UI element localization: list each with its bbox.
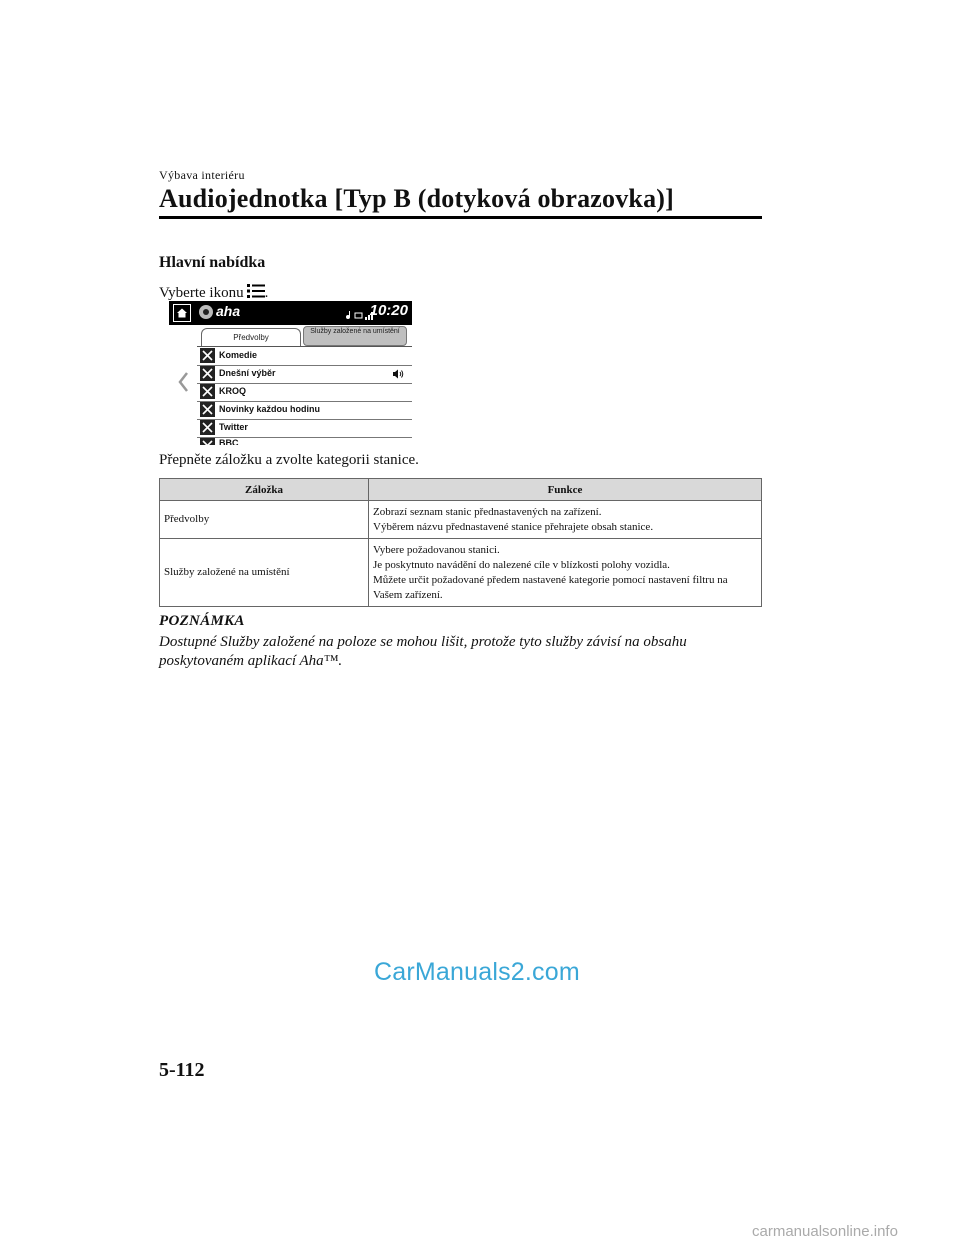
station-row[interactable] — [197, 347, 412, 366]
table-row — [160, 539, 762, 607]
page-title: Audiojednotka [Typ B (dotyková obrazovka)] — [159, 184, 674, 213]
station-row[interactable] — [197, 365, 412, 384]
clock: 10:20 — [369, 302, 408, 319]
home-icon[interactable] — [173, 304, 191, 322]
table-header-row — [160, 479, 762, 501]
column-header: Funkce — [369, 479, 762, 501]
station-row[interactable] — [197, 401, 412, 420]
note-text: Dostupné Služby založené na poloze se mohou lišit, protože tyto služby závisí na obsahu poskytovaném aplikací Aha™. — [159, 634, 687, 669]
station-row[interactable] — [197, 437, 412, 445]
table-cell-function — [369, 501, 762, 539]
screen-body — [169, 325, 412, 445]
watermark: CarManuals2.com — [374, 958, 580, 986]
station-icon — [200, 438, 215, 445]
function-table — [159, 478, 762, 607]
heading-divider — [159, 216, 762, 219]
station-row[interactable] — [197, 383, 412, 402]
station-label: Komedie — [219, 350, 258, 360]
station-label: Twitter — [219, 422, 248, 432]
station-label: Dnešní výběr — [219, 368, 276, 378]
tab-location-services[interactable]: Služby založené na umístění — [303, 326, 407, 346]
subheading: Hlavní nabídka — [159, 254, 266, 271]
page-number: 5-112 — [159, 1059, 205, 1081]
station-label: Novinky každou hodinu — [219, 404, 321, 414]
function-line: Zobrazí seznam stanic přednastavených na zařízení. — [373, 505, 602, 518]
instruction-suffix: . — [264, 285, 269, 301]
function-line: Můžete určit požadované předem nastavené kategorie pomocí nastavení filtru na Vašem zařízení. — [373, 573, 728, 601]
station-icon — [200, 348, 215, 363]
column-header: Záložka — [160, 479, 369, 501]
table-cell-tab: Předvolby — [160, 501, 369, 539]
station-label: BBC — [219, 438, 239, 445]
function-line: Je poskytnuto navádění do nalezené cíle v blízkosti polohy vozidla. — [373, 558, 670, 571]
table-cell-function — [369, 539, 762, 607]
instruction-text: Vyberte ikonu — [159, 285, 244, 301]
caption: Přepněte záložku a zvolte kategorii stanice. — [159, 452, 419, 468]
station-icon — [200, 384, 215, 399]
station-icon — [200, 402, 215, 417]
back-arrow-icon[interactable] — [177, 371, 189, 393]
table-cell-tab: Služby založené na umístění — [160, 539, 369, 607]
screen-top-bar — [169, 301, 412, 325]
function-line: Vybere požadovanou stanici. — [373, 543, 500, 556]
table-row — [160, 501, 762, 539]
function-line: Výběrem názvu přednastavené stanice přehrajete obsah stanice. — [373, 520, 654, 533]
aha-logo-icon — [199, 305, 213, 319]
screen-illustration — [169, 301, 412, 445]
station-label: KROQ — [219, 386, 246, 396]
station-icon — [200, 420, 215, 435]
footer-site: carmanualsonline.info — [752, 1223, 898, 1240]
app-name: aha — [216, 303, 241, 319]
station-row[interactable] — [197, 419, 412, 438]
tab-presets[interactable]: Předvolby — [201, 328, 301, 347]
speaker-icon — [392, 368, 404, 380]
section-label: Výbava interiéru — [159, 168, 245, 182]
note-title: POZNÁMKA — [159, 613, 245, 629]
station-icon — [200, 366, 215, 381]
